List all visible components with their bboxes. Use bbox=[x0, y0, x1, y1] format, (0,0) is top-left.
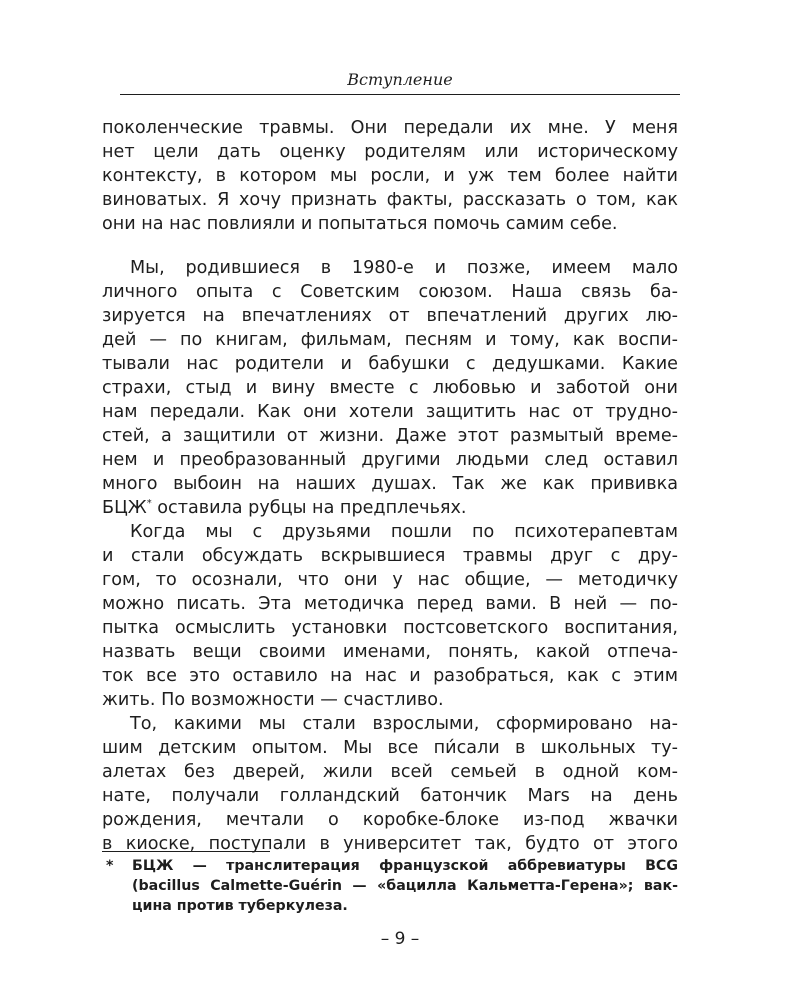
text-line: пытка осмыслить установки постсоветского воспитания, bbox=[102, 618, 678, 638]
text-line: Мы, родившиеся в 1980-е и позже, имеем мало bbox=[130, 258, 678, 278]
footnote-line: цина против туберкулеза. bbox=[132, 898, 348, 914]
text-line: контексту, в котором мы росли, и уж тем более найти bbox=[102, 166, 678, 186]
text-line: они на нас повлияли и попытаться помочь самим себе. bbox=[102, 214, 618, 234]
text-line: Когда мы с друзьями пошли по психотерапевтам bbox=[130, 522, 678, 542]
text-line: жить. По возможности — счастливо. bbox=[102, 690, 444, 710]
text-line: страхи, стыд и вину вместе с любовью и заботой они bbox=[102, 378, 678, 398]
text-line: и стали обсуждать вскрывшиеся травмы друг с дру- bbox=[102, 546, 678, 566]
header-rule bbox=[120, 94, 680, 95]
text-line: гом, то осознали, что они у нас общие, — методичку bbox=[102, 570, 678, 590]
page-number: – 9 – bbox=[380, 929, 420, 949]
text-line: рождения, мечтали о коробке-блоке из-под жвачки bbox=[102, 810, 678, 830]
text-line: можно писать. Эта методичка перед вами. В ней — по- bbox=[102, 594, 678, 614]
text-line bbox=[102, 496, 678, 520]
text-line: зируется на впечатлениях от впечатлений других лю- bbox=[102, 306, 678, 326]
footnote-line: БЦЖ — транслитерация французской аббревиатуры BCG bbox=[132, 858, 678, 874]
text-line: нате, получали голландский батончик Mars на день bbox=[102, 786, 678, 806]
text-line: поколенческие травмы. Они передали их мне. У меня bbox=[102, 118, 678, 138]
text-line: личного опыта с Советским союзом. Наша связь ба- bbox=[102, 282, 678, 302]
text-line: в киоске, поступали в университет так, будто от этого bbox=[102, 834, 678, 854]
text-line: То, какими мы стали взрослыми, сформировано на- bbox=[130, 714, 678, 734]
text-line: стей, а защитили от жизни. Даже этот размытый време- bbox=[102, 426, 678, 446]
text-line: алетах без дверей, жили всей семьей в одной ком- bbox=[102, 762, 678, 782]
footnote-rule bbox=[102, 851, 270, 852]
text-line: нам передали. Как они хотели защитить нас от трудно- bbox=[102, 402, 678, 422]
footnote-marker[interactable]: * bbox=[146, 498, 152, 510]
text-line: назвать вещи своими именами, понять, какой отпеча- bbox=[102, 642, 678, 662]
text-line: много выбоин на наших душах. Так же как прививка bbox=[102, 474, 678, 494]
running-header: Вступление bbox=[347, 70, 453, 89]
text-line: нем и преобразованный другими людьми след оставил bbox=[102, 450, 678, 470]
text-line: дей — по книгам, фильмам, песням и тому, как воспи- bbox=[102, 330, 678, 350]
text-line: виноватых. Я хочу признать факты, рассказать о том, как bbox=[102, 190, 678, 210]
footnote-line: (bacillus Calmette-Guérin — «бацилла Кальметта-Герена»; вак- bbox=[132, 878, 678, 894]
text-line: тывали нас родители и бабушки с дедушками. Какие bbox=[102, 354, 678, 374]
footnote-term: БЦЖ bbox=[102, 498, 147, 518]
text-line-rest: оставила рубцы на предплечьях. bbox=[157, 498, 467, 518]
text-line: нет цели дать оценку родителям или историческому bbox=[102, 142, 678, 162]
text-line: ток все это оставило на нас и разобраться, как с этим bbox=[102, 666, 678, 686]
footnote-star: * bbox=[106, 858, 114, 874]
text-line: шим детским опытом. Мы все пи́сали в школьных ту- bbox=[102, 738, 678, 758]
